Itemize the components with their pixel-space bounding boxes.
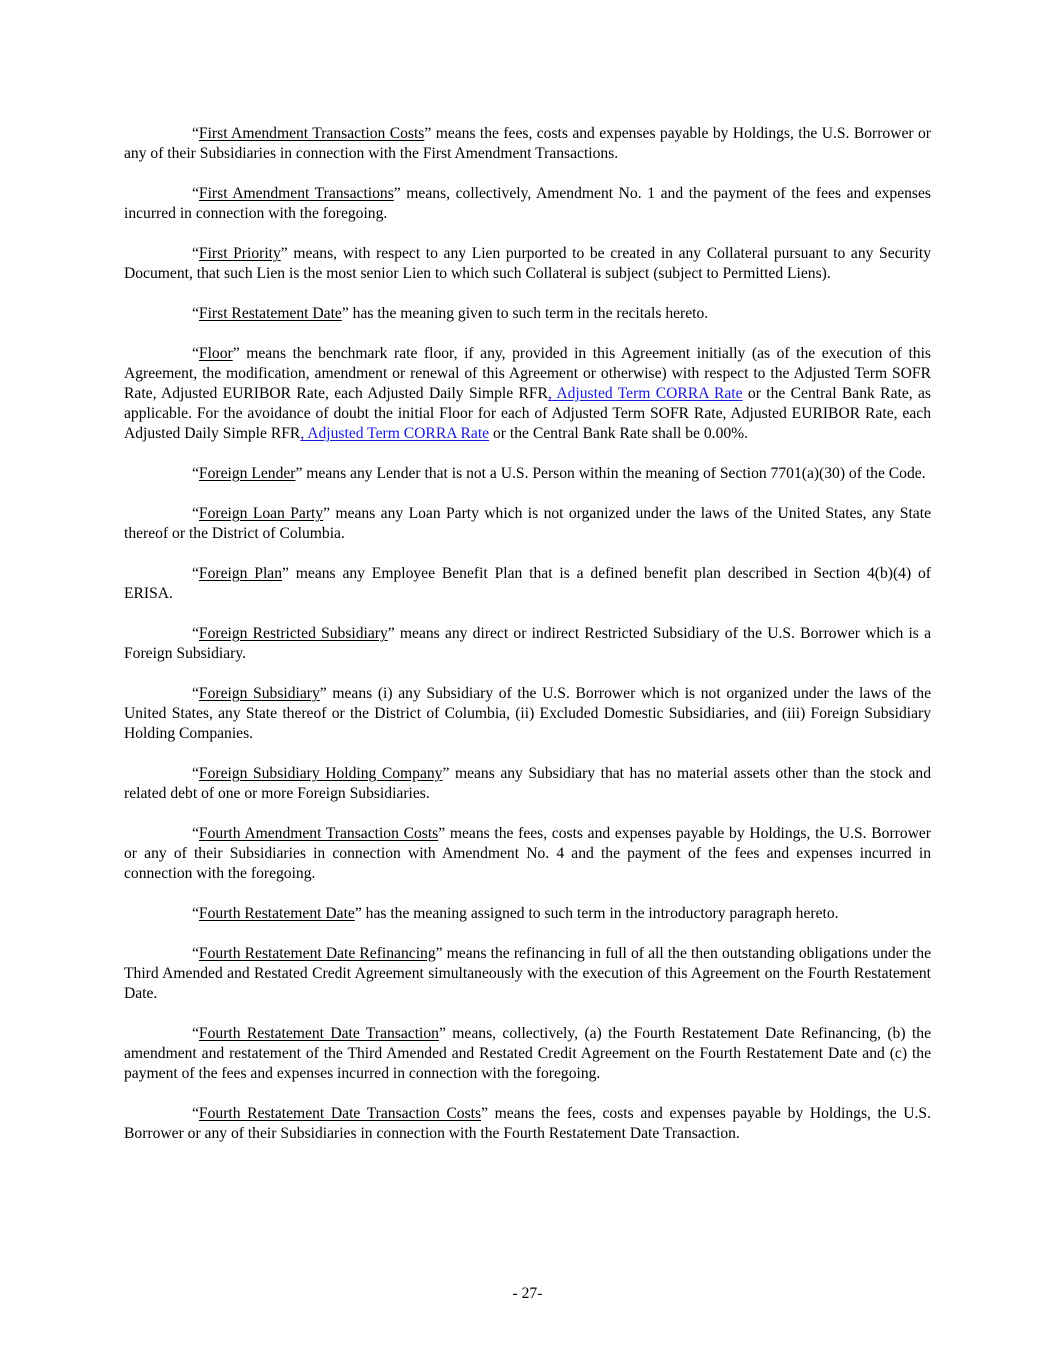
definition-paragraph: “Fourth Restatement Date Transaction” means, collectively, (a) the Fourth Restatement Date Refinancing, (b) the amendment and restatement of the Third Amended and Restated Credit Agreement on the Fourth Restatement Date and (c) the payment of the fees and expenses incurred in connection with the foregoing. [124,1025,931,1082]
definition-paragraph: “Foreign Subsidiary” means (i) any Subsidiary of the U.S. Borrower which is not organized under the laws of the United States, any State thereof or the District of Columbia, (ii) Excluded Domestic Subsidiaries, and (iii) Foreign Subsidiary Holding Companies. [124,685,931,742]
definition-paragraph: “First Restatement Date” has the meaning given to such term in the recitals hereto. [192,305,709,322]
definition-paragraph: “Foreign Restricted Subsidiary” means any direct or indirect Restricted Subsidiary of the U.S. Borrower which is a Foreign Subsidiary. [124,625,931,662]
definition-paragraph: “First Priority” means, with respect to any Lien purported to be created in any Collateral pursuant to any Security Document, that such Lien is the most senior Lien to which such Collateral is subject (subject to Permitted Liens). [124,245,931,282]
definition-text: has the meaning given to such term in the recitals hereto. [348,305,709,322]
definition-paragraph: “Floor” means the benchmark rate floor, if any, provided in this Agreement initially (as of the execution of this Agreement, the modification, amendment or renewal of this Agreement or otherwise) with respect to the Adjusted Term SOFR Rate, Adjusted EURIBOR Rate, each Adjusted Daily Simple RFR, Adjusted Term CORRA Rate or the Central Bank Rate, as applicable. For the avoidance of doubt the initial Floor for each of Adjusted Term SOFR Rate, Adjusted EURIBOR Rate, each Adjusted Daily Simple RFR, Adjusted Term CORRA Rate or the Central Bank Rate shall be 0.00%. [124,345,931,442]
defined-term: Foreign Subsidiary Holding Company [198,765,443,782]
defined-term: First Priority [198,245,281,262]
defined-term: Foreign Lender [198,465,296,482]
defined-term: First Restatement Date [198,305,342,322]
definition-paragraph: “Foreign Loan Party” means any Loan Party which is not organized under the laws of the United States, any State thereof or the District of Columbia. [124,505,931,542]
definition-text: means, with respect to any Lien purported to be created in any Collateral pursuant to any Security Document, that such Lien is the most senior Lien to which such Collateral is subject (subject to Permitted Liens). [124,245,931,282]
defined-term: Foreign Subsidiary [198,685,320,702]
definition-paragraph: “Fourth Restatement Date Refinancing” means the refinancing in full of all the then outstanding obligations under the Third Amended and Restated Credit Agreement simultaneously with the execution of this Agreement on the Fourth Restatement Date. [124,945,931,1002]
definition-text: means any Lender that is not a U.S. Person within the meaning of Section 7701(a)(30) of the Code. [302,465,926,482]
definition-text: means any Employee Benefit Plan that is a defined benefit plan described in Section 4(b)(4) of ERISA. [124,565,931,602]
definition-text: means, collectively, (a) the Fourth Restatement Date Refinancing, (b) the amendment and restatement of the Third Amended and Restated Credit Agreement on the Fourth Restatement Date and (c) the payment of the fees and expenses incurred in connection with the foregoing. [124,1025,931,1082]
definition-text: means any Subsidiary that has no material assets other than the stock and related debt of one or more Foreign Subsidiaries. [124,765,931,802]
definition-paragraph: “Foreign Lender” means any Lender that is not a U.S. Person within the meaning of Section 7701(a)(30) of the Code. [192,465,926,482]
definition-paragraph: “Foreign Subsidiary Holding Company” means any Subsidiary that has no material assets other than the stock and related debt of one or more Foreign Subsidiaries. [124,765,931,802]
defined-term: First Amendment Transaction Costs [198,125,425,142]
definition-text: means the fees, costs and expenses payable by Holdings, the U.S. Borrower or any of their Subsidiaries in connection with Amendment No. 4 and the payment of the fees and expenses incurred in connection with the foregoing. [124,825,931,882]
defined-term: Fourth Restatement Date Refinancing [198,945,436,962]
definitions-list [124,124,931,1144]
definition-paragraph: “Fourth Restatement Date Transaction Costs” means the fees, costs and expenses payable by Holdings, the U.S. Borrower or any of their Subsidiaries in connection with the Fourth Restatement Date Transaction. [124,1105,931,1142]
definition-text: means (i) any Subsidiary of the U.S. Borrower which is not organized under the laws of the United States, any State thereof or the District of Columbia, (ii) Excluded Domestic Subsidiaries, and (iii) Foreign Subsidiary Holding Companies. [124,685,931,742]
definition-text: has the meaning assigned to such term in the introductory paragraph hereto. [361,905,839,922]
definition-text: means any Loan Party which is not organized under the laws of the United States, any State thereof or the District of Columbia. [124,505,931,542]
definition-text: means the benchmark rate floor, if any, provided in this Agreement initially (as of the execution of this Agreement, the modification, amendment or renewal of this Agreement or otherwise) with respect to the Adjusted Term SOFR Rate, Adjusted EURIBOR Rate, each Adjusted Daily Simple RFR [124,345,931,402]
defined-term: Foreign Plan [198,565,282,582]
definition-text: means the fees, costs and expenses payable by Holdings, the U.S. Borrower or any of their Subsidiaries in connection with the Fourth Restatement Date Transaction. [124,1105,931,1142]
defined-term: First Amendment Transactions [198,185,394,202]
defined-term: Fourth Amendment Transaction Costs [198,825,439,842]
defined-term: Foreign Restricted Subsidiary [198,625,388,642]
definition-paragraph: “First Amendment Transactions” means, collectively, Amendment No. 1 and the payment of the fees and expenses incurred in connection with the foregoing. [124,185,931,222]
definition-text: means the fees, costs and expenses payable by Holdings, the U.S. Borrower or any of their Subsidiaries in connection with the First Amendment Transactions. [124,125,931,162]
definition-paragraph: “Fourth Amendment Transaction Costs” means the fees, costs and expenses payable by Holdings, the U.S. Borrower or any of their Subsidiaries in connection with Amendment No. 4 and the payment of the fees and expenses incurred in connection with the foregoing. [124,825,931,882]
inserted-text: , Adjusted Term CORRA Rate [547,385,743,402]
defined-term: Foreign Loan Party [198,505,324,522]
definition-text: means the refinancing in full of all the then outstanding obligations under the Third Amended and Restated Credit Agreement simultaneously with the execution of this Agreement on the Fourth Restatement Date. [124,945,931,1002]
defined-term: Fourth Restatement Date Transaction Costs [198,1105,482,1122]
definition-paragraph: “Foreign Plan” means any Employee Benefit Plan that is a defined benefit plan described in Section 4(b)(4) of ERISA. [124,565,931,602]
definition-text: means, collectively, Amendment No. 1 and the payment of the fees and expenses incurred in connection with the foregoing. [124,185,931,222]
page-number: - 27- [512,1285,543,1302]
definition-text: or the Central Bank Rate, as applicable. For the avoidance of doubt the initial Floor for each of Adjusted Term SOFR Rate, Adjusted EURIBOR Rate, each Adjusted Daily Simple RFR [124,385,931,442]
defined-term: Floor [198,345,233,362]
definition-text: or the Central Bank Rate shall be 0.00%. [489,425,749,442]
document-page [124,124,931,1164]
definition-paragraph: “First Amendment Transaction Costs” means the fees, costs and expenses payable by Holdings, the U.S. Borrower or any of their Subsidiaries in connection with the First Amendment Transactions. [124,125,931,162]
defined-term: Fourth Restatement Date Transaction [198,1025,439,1042]
definition-text: means any direct or indirect Restricted Subsidiary of the U.S. Borrower which is a Foreign Subsidiary. [124,625,931,662]
definition-paragraph: “Fourth Restatement Date” has the meaning assigned to such term in the introductory paragraph hereto. [192,905,839,922]
defined-term: Fourth Restatement Date [198,905,355,922]
inserted-text: , Adjusted Term CORRA Rate [300,425,490,442]
